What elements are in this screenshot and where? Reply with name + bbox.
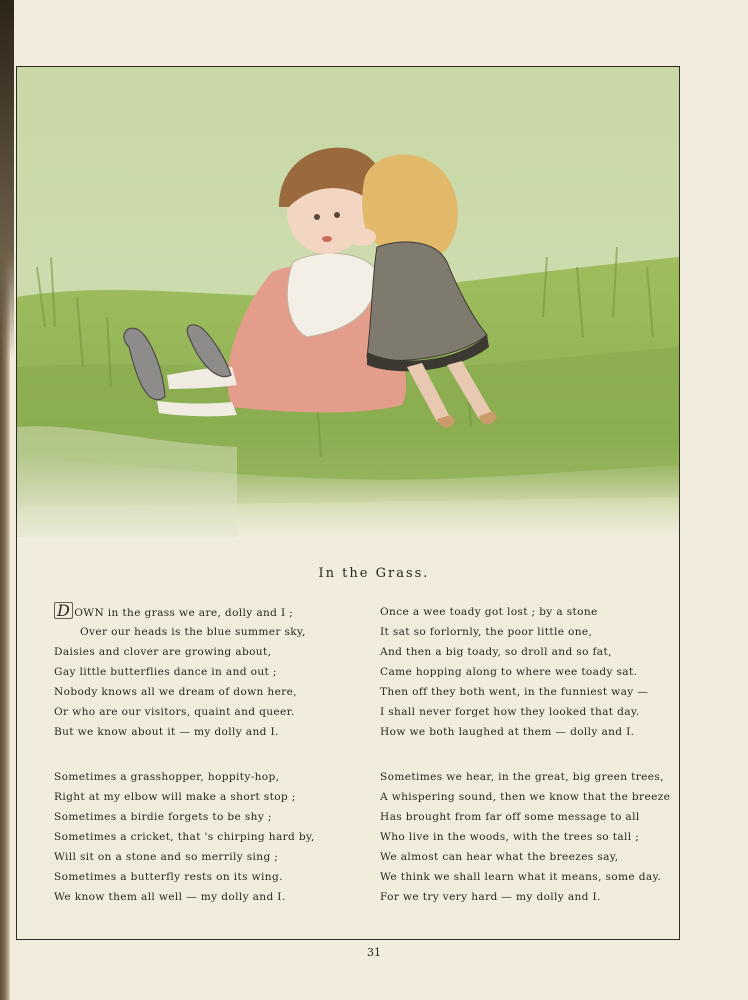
girl-with-doll-in-grass-illustration [17, 67, 679, 537]
poem-line: Or who are our visitors, quaint and queer. [54, 706, 295, 718]
poem-line [54, 602, 315, 622]
illustration-panel [17, 67, 679, 537]
poem-line: We think we shall learn what it means, some day. [380, 871, 662, 883]
poem-line: How we both laughed at them — dolly and I. [380, 726, 635, 738]
poem-line: And then a big toady, so droll and so fat, [380, 646, 612, 658]
poem-line: We almost can hear what the breezes say, [380, 851, 619, 863]
poem-title: In the Grass. [318, 566, 430, 581]
poem-line: Nobody knows all we dream of down here, [54, 686, 297, 698]
poem-right-column [380, 602, 670, 907]
poem-line: Sometimes we hear, in the great, big green trees, [380, 771, 664, 783]
poem-line: I shall never forget how they looked that day. [380, 706, 640, 718]
stanza [54, 602, 315, 742]
poem-line: Has brought from far off some message to all [380, 811, 640, 823]
page-number: 31 [367, 946, 381, 959]
poem-line: Right at my elbow will make a short stop ; [54, 791, 296, 803]
poem-line: For we try very hard — my dolly and I. [380, 891, 601, 903]
stanza [380, 767, 670, 907]
drop-cap: D [54, 602, 73, 619]
poem-line-text: OWN in the grass we are, dolly and I ; [74, 607, 294, 619]
poem-line: Once a wee toady got lost ; by a stone [380, 606, 598, 618]
poem-line: Sometimes a butterfly rests on its wing. [54, 871, 283, 883]
poem-left-column [54, 602, 315, 907]
poem-line: Came hopping along to where wee toady sat. [380, 666, 638, 678]
poem-line: Who live in the woods, with the trees so tall ; [380, 831, 640, 843]
poem-line: A whispering sound, then we know that the breeze [380, 791, 671, 803]
poem-line: Will sit on a stone and so merrily sing ; [54, 851, 279, 863]
poem-line: We know them all well — my dolly and I. [54, 891, 286, 903]
stanza [54, 767, 315, 907]
poem-line: Over our heads is the blue summer sky, [80, 626, 306, 638]
poem-line: Sometimes a cricket, that 's chirping hard by, [54, 831, 315, 843]
poem-line: Gay little butterflies dance in and out ; [54, 666, 277, 678]
poem-line: Then off they both went, in the funniest way — [380, 686, 649, 698]
page-gutter-shadow [0, 0, 14, 360]
stanza [380, 602, 670, 742]
poem-line: Sometimes a birdie forgets to be shy ; [54, 811, 272, 823]
poem-line: Daisies and clover are growing about, [54, 646, 272, 658]
poem-line: It sat so forlornly, the poor little one, [380, 626, 593, 638]
poem-line: Sometimes a grasshopper, hoppity-hop, [54, 771, 280, 783]
poem-line: But we know about it — my dolly and I. [54, 726, 279, 738]
